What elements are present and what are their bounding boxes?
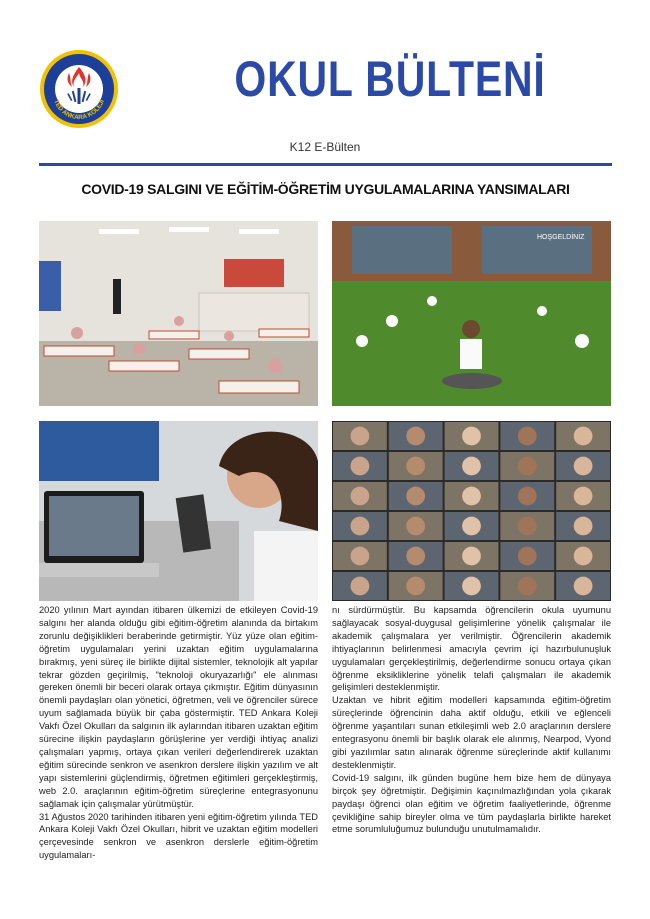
- school-logo: [39, 49, 119, 129]
- participant-tile: [445, 482, 499, 510]
- participant-tile: [389, 572, 443, 600]
- participant-tile: [445, 542, 499, 570]
- participant-tile: [445, 572, 499, 600]
- logo-text: TED ANKARA KOLEJİ: [52, 98, 106, 122]
- article-column-right: [332, 604, 611, 836]
- participant-tile: [389, 422, 443, 450]
- participant-tile: [333, 572, 387, 600]
- participant-tile: [333, 512, 387, 540]
- participant-tile: [389, 482, 443, 510]
- welcome-banner: HOŞGELDİNİZ: [537, 234, 585, 241]
- paragraph: Covid-19 salgını, ilk günden bugüne hem bize hem de dünyaya birçok şey öğretmiştir. Değişimin kaçınılmazlığından yola çıkarak paydaşı öğrenci olan eğitim ve öğretim faaliyetlerinde, öğrenme çevikliğine sahip bireyler olma ve tüm paydaşlarla birlikte hareket etme sorumluluğumuz bulunduğu unutulmamalıdır.: [332, 772, 611, 835]
- participant-tile: [556, 422, 610, 450]
- participant-tile: [556, 542, 610, 570]
- paragraph: Uzaktan ve hibrit eğitim modelleri kapsamında eğitim-öğretim süreçlerinde öğrencinin daha aktif olduğu, etkili ve eğlenceli öğrenme yaşantıları sunan etkileşimli web 2.0 araçlarının derslere entegrasyonu önemli bir başlık olarak ele alınmış, Nearpod, Vyond gibi yazılımlar satın alınarak öğrenme süreçlerinde aktif kullanımı desteklenmiştir.: [332, 695, 611, 770]
- participant-tile: [556, 512, 610, 540]
- participant-tile: [556, 482, 610, 510]
- page-subtitle: K12 E-Bülten: [289, 140, 361, 154]
- participant-tile: [445, 422, 499, 450]
- participant-tile: [389, 452, 443, 480]
- header-divider: [39, 163, 612, 166]
- participant-tile: [389, 542, 443, 570]
- participant-tile: [445, 452, 499, 480]
- participant-tile: [333, 422, 387, 450]
- article-column-left: [39, 604, 318, 862]
- participant-tile: [500, 452, 554, 480]
- paragraph: nı sürdürmüştür. Bu kapsamda öğrencilerin okula uyumunu sağlayacak sosyal-duygusal gelişimlerine yönelik çalışmalar ile akademik çalışmalara yer verilmiştir. Öğrencilerin akademik ihtiyaçlarının belirlenmesi amacıyla çevrim içi hazırbulunuşluk uygulamaları gerçekleştirilmiş, değerlendirme sonucu ortaya çıkan öğrenme eksikliklerine yönelik telafi çalışmaları ile akademik gelişimleri desteklenmiştir.: [332, 605, 611, 693]
- article-headline: COVID-19 SALGINI VE EĞİTİM-ÖĞRETİM UYGULAMALARINA YANSIMALARI: [81, 181, 570, 197]
- page-title: OKUL BÜLTENİ: [234, 51, 546, 107]
- participant-tile: [500, 422, 554, 450]
- video-conference-photo: [332, 421, 611, 601]
- teacher-laptop-photo: [39, 421, 318, 601]
- participant-tile: [500, 572, 554, 600]
- paragraph: 2020 yılının Mart ayından itibaren ülkemizi de etkileyen Covid-19 salgını her alanda olduğu gibi eğitim-öğretim alanında da birtakım zorunlu değişiklikleri beraberinde getirmiştir. Yüz yüze olan eğitim-öğretim uygulamaları yerini uzaktan eğitim uygulamalarına bırakmış, yeni süreç ile birlikte dijital sistemler, teknolojik alt yapılar tekrar gözden geçirilmiş, "teknoloji okuryazarlığı" ele alınması gereken önemli bir beceri olarak ortaya çıkmıştır. Eğitim dünyasının önemli paydaşları olan yönetici, öğretmen, veli ve öğrenciler sürece uyum sağlamada büyük bir çaba göstermiştir. TED Ankara Koleji Vakfı Özel Okulları da salgının ilk aylarından itibaren uzaktan eğitim sürecine ilişkin paydaşların görüşlerine yer verdiği ihtiyaç analizi çalışmaları yapmış, ortaya çıkan verileri değerlendirerek uzaktan eğitim sürecinde senkron ve asenkron derslere ilişkin yazılım ve alt yapı sistemlerini güçlendirmiş, öğretmen eğitimleri gerçekleştirmiş, web 2.0. araçlarının eğitim-öğretim süreçlerine entegrasyonunu sağlamak için çalışmalar yürütmüştür.: [39, 605, 318, 809]
- participant-tile: [333, 542, 387, 570]
- participant-tile: [333, 452, 387, 480]
- classroom-photo: [39, 221, 318, 406]
- participant-tile: [500, 512, 554, 540]
- participant-tile: [556, 572, 610, 600]
- torch-logo-icon: [39, 49, 119, 129]
- participant-tile: [556, 452, 610, 480]
- participant-tile: [333, 482, 387, 510]
- outdoor-yoga-photo: [332, 221, 611, 406]
- participant-tile: [500, 542, 554, 570]
- participant-tile: [445, 512, 499, 540]
- participant-tile: [389, 512, 443, 540]
- participant-tile: [500, 482, 554, 510]
- paragraph: 31 Ağustos 2020 tarihinden itibaren yeni eğitim-öğretim yılında TED Ankara Koleji Vakfı Özel Okulları, hibrit ve uzaktan eğitim modelleri çerçevesinde senkron ve asenkron derslerle eğitim-öğretim uygulamaları-: [39, 811, 318, 861]
